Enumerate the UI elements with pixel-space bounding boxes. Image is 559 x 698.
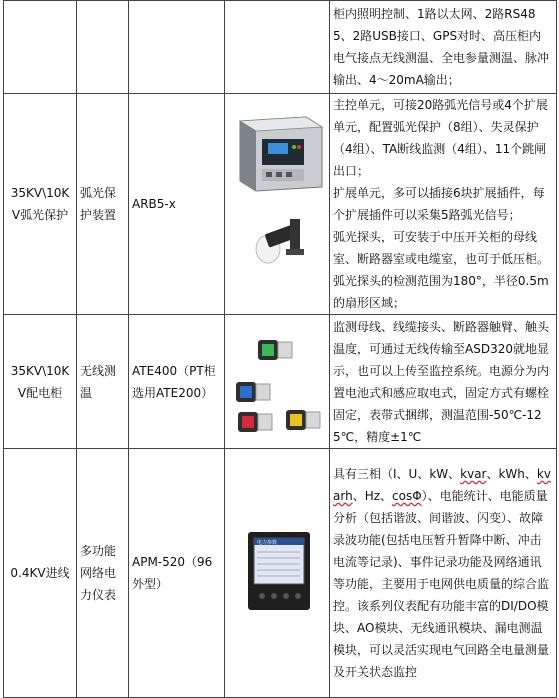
- cell-scene: 35KV\10KV弧光保护: [4, 94, 77, 315]
- desc-paragraph: 扩展单元，多可以插接6块扩展插件，每个扩展插件可以采集5路弧光信号；: [333, 186, 545, 222]
- cell-scene: 35KV\10KV配电柜: [4, 315, 77, 449]
- cell-desc: [330, 94, 557, 315]
- cell-model: [129, 1, 225, 94]
- cell-image: [225, 1, 330, 94]
- cell-image: [225, 315, 330, 449]
- arc-protection-device-image: [228, 109, 328, 299]
- table-row: [4, 1, 557, 94]
- table-row: [4, 449, 557, 698]
- meter-screen-title: 电力参数: [257, 540, 278, 546]
- table-row: [4, 315, 557, 449]
- desc-text: 、kWh、: [486, 467, 537, 481]
- cell-model: APM-520（96外型）: [129, 449, 225, 698]
- cell-image: [225, 94, 330, 315]
- desc-paragraph: 主控单元，可接20路弧光信号或4个扩展单元，配置弧光保护（8组）、失灵保护（4组）、TA断线监测（4组）、11个跳闸出口；: [333, 98, 548, 178]
- cell-scene: 0.4KV进线: [4, 449, 77, 698]
- desc-term: cosΦ: [392, 489, 422, 503]
- cell-image: [225, 449, 330, 698]
- desc-text: 、Hz、: [352, 489, 393, 503]
- desc-paragraph: 柜内照明控制、1路以太网、2路RS485、2路USB接口、GPS对时、高压柜内电气接点无线测温、全电参量测温、脉冲输出、4～20mA输出；: [333, 7, 550, 87]
- cell-desc: [330, 315, 557, 449]
- cell-model: ATE400（PT柜选用ATE200）: [129, 315, 225, 449]
- cell-model: ARB5-x: [129, 94, 225, 315]
- desc-term: kvar: [460, 467, 487, 481]
- cell-desc: [330, 449, 557, 698]
- cell-name: 无线测温: [77, 315, 129, 449]
- desc-text: ）、电能统计、电能质量分析（包括谐波、间谐波、闪变）、故障录波功能(包括电压暂升暂降中断、冲击电流等记录)、事件记录功能及网络通讯等功能，主要用于电网供电质量的综合监控。该系列仪表配有功能丰富的DI/DO模块、AO模块、无线通讯模块、漏电测温模块，可以灵活实现电气回路全电量测量及开关状态监控: [333, 489, 550, 679]
- cell-name: 多功能网络电力仪表: [77, 449, 129, 698]
- product-spec-table: [3, 0, 557, 698]
- desc-text: 具有三相（I、U、kW、: [333, 467, 461, 481]
- cell-scene: [4, 1, 77, 94]
- desc-paragraph: 弧光探头，可安装于中压开关柜的母线室、断路器室或电缆室，也可于低压柜。弧光探头的检测范围为180°，半径0.5m的扇形区域；: [333, 230, 550, 310]
- cell-name: 弧光保护装置: [77, 94, 129, 315]
- desc-term: kvarh: [333, 467, 551, 503]
- power-meter-image: [228, 528, 328, 618]
- cell-name: [77, 1, 129, 94]
- desc-paragraph: 监测母线、线缆接头、断路器触臂、触头温度，可通过无线传输至ASD320就地显示，也可以上传至监控系统。电源分为内置电池式和感应取电式，固定方式有螺栓固定，表带式捆绑，测温范围-50℃-125℃，精度±1℃: [333, 319, 550, 444]
- cell-desc: [330, 1, 557, 94]
- wireless-temperature-sensors-image: [228, 322, 328, 442]
- table-row: [4, 94, 557, 315]
